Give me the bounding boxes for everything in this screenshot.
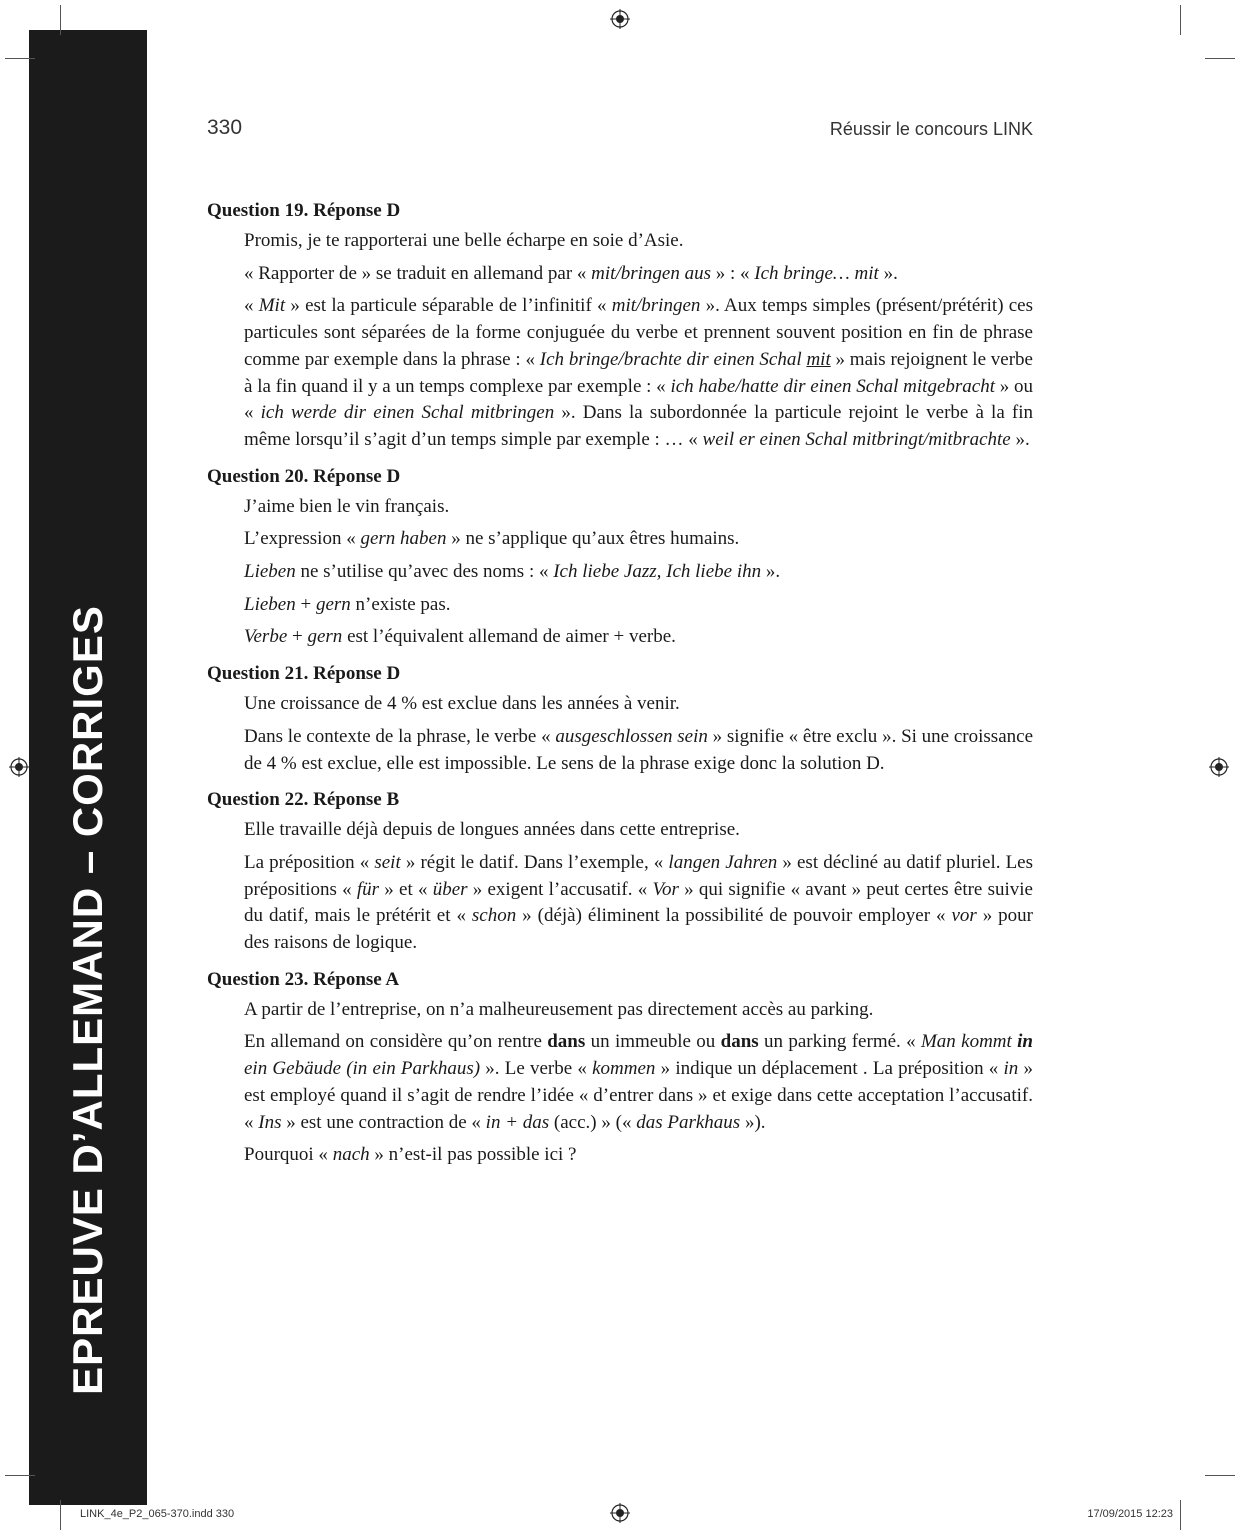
text-run: Ich bringe… mit <box>754 262 879 284</box>
text-run: A partir de l’entreprise, on n’a malheureusement pas directement accès au parking. <box>244 998 874 1020</box>
text-run: mit/bringen aus <box>591 262 711 284</box>
registration-mark-icon <box>9 757 29 777</box>
text-run: schon <box>471 905 517 927</box>
answer-paragraph <box>244 624 1033 651</box>
crop-mark <box>60 1500 61 1530</box>
answer-paragraph <box>244 293 1033 453</box>
text-run: » ne s’applique qu’aux êtres humains. <box>446 528 740 550</box>
text-run: est l’équivalent allemand de aimer + verbe. <box>342 626 676 648</box>
text-run: kommen <box>592 1058 656 1080</box>
answer-paragraph <box>244 228 1033 255</box>
text-run: » (déjà) éliminent la possibilité de pouvoir employer « <box>516 905 952 927</box>
answer-paragraph <box>244 724 1033 777</box>
answer-paragraph <box>244 1029 1033 1136</box>
text-run: » régit le datif. Dans l’exemple, « <box>400 851 669 873</box>
text-run: ich habe/hatte dir einen Schal mitgebracht <box>670 375 995 397</box>
text-run: vor <box>951 905 977 927</box>
text-run: « Rapporter de » se traduit en allemand par « <box>244 262 592 284</box>
text-run: ». Dans la subordonnée la particule rejoint le verbe à la fin même lorsqu’il s’agit d’un temps simple par exemple : … « <box>244 402 1034 450</box>
text-run: » qui signifie « avant » peut certes être suivie du datif, mais le prétérit et « <box>244 878 1033 927</box>
text-run: Lieben <box>244 561 296 583</box>
text-run: »). <box>740 1111 766 1133</box>
text-run: » est employé quand il s’agit de rendre l’idée « d’entrer dans » et exige dans cette acceptation l’accusatif. « <box>244 1058 1033 1133</box>
answer-paragraph <box>244 817 1033 844</box>
text-run: ausgeschlossen sein <box>555 725 708 747</box>
registration-mark-icon <box>610 9 630 29</box>
corrections-body <box>207 200 1033 1181</box>
text-run: Promis, je te rapporterai une belle écharpe en soie d’Asie. <box>244 230 684 251</box>
text-run: dans <box>720 1031 759 1053</box>
text-run: ». <box>761 561 781 583</box>
answer-paragraph <box>244 691 1033 718</box>
text-run: seit <box>374 851 401 873</box>
text-run: La préposition « <box>244 851 375 873</box>
text-run: n’existe pas. <box>350 593 451 615</box>
text-run: Ins <box>258 1111 282 1133</box>
text-run: Man kommt <box>920 1031 1018 1053</box>
question-section <box>207 200 1033 454</box>
question-heading: Question 21. Réponse D <box>207 663 401 685</box>
text-run: » indique un déplacement . La préposition « <box>655 1058 1004 1080</box>
question-section <box>207 663 1033 777</box>
answer-paragraph <box>244 261 1033 288</box>
text-run: » mais rejoignent le verbe à la fin quand il y a un temps complexe par exemple : « <box>244 348 1033 397</box>
text-run: Ich bringe/brachte dir einen Schal <box>539 348 807 370</box>
text-run: langen Jahren <box>668 851 778 873</box>
text-run: Verbe <box>244 626 288 648</box>
question-heading: Question 23. Réponse A <box>207 968 400 990</box>
text-run: in + das <box>485 1111 550 1133</box>
registration-mark-icon <box>610 1503 630 1523</box>
text-run: Elle travaille déjà depuis de longues années dans cette entreprise. <box>244 819 740 841</box>
text-run: gern <box>315 593 351 615</box>
text-run: ». Aux temps simples (présent/prétérit) ces particules sont séparées de la forme conjuguée du verbe et prennent souvent position en fin de phrase comme par exemple dans la phrase : « <box>244 295 1033 370</box>
crop-mark <box>1205 58 1235 59</box>
answer-paragraph <box>244 559 1033 586</box>
text-run: für <box>356 878 380 900</box>
answer-paragraph <box>244 850 1033 957</box>
text-run: mit <box>806 348 831 370</box>
text-run: Vor <box>652 878 679 900</box>
text-run: Dans le contexte de la phrase, le verbe « <box>244 725 556 747</box>
answer-paragraph <box>244 592 1033 619</box>
crop-mark <box>5 1475 35 1476</box>
text-run: weil er einen Schal mitbringt/mitbrachte <box>702 428 1011 450</box>
text-run: » ou « <box>244 375 1034 424</box>
crop-mark <box>1205 1475 1235 1476</box>
text-run: L’expression « <box>244 528 361 550</box>
text-run: ne s’utilise qu’avec des noms : « <box>295 561 554 583</box>
text-run: gern haben <box>360 528 447 550</box>
crop-mark <box>60 5 61 35</box>
text-run: Mit <box>258 295 286 317</box>
question-section <box>207 789 1033 957</box>
text-run: Une croissance de 4 % est exclue dans les années à venir. <box>244 693 680 715</box>
text-run: das Parkhaus <box>636 1111 741 1133</box>
page-number: 330 <box>207 116 243 139</box>
question-section <box>207 466 1033 652</box>
crop-mark <box>1180 5 1181 35</box>
text-run: nach <box>332 1144 370 1166</box>
text-run: ». Le verbe « <box>480 1058 593 1080</box>
text-run: » est la particule séparable de l’infinitif « <box>285 295 612 317</box>
text-run: mit/bringen <box>611 295 701 317</box>
text-run: un immeuble ou <box>585 1031 721 1053</box>
text-run: (acc.) » (« <box>549 1111 637 1133</box>
text-run: ». <box>1010 428 1030 450</box>
text-run: » est une contraction de « <box>281 1111 486 1133</box>
text-run: + <box>295 593 316 615</box>
text-run: Ich liebe Jazz, Ich liebe ihn <box>553 561 762 583</box>
text-run: + <box>287 626 308 648</box>
crop-mark <box>1180 1500 1181 1530</box>
text-run: « <box>244 295 259 317</box>
running-title: Réussir le concours LINK <box>829 119 1033 139</box>
text-run: Lieben <box>244 593 296 615</box>
text-run: ich werde dir einen Schal mitbringen <box>260 402 555 424</box>
text-run: in <box>1017 1031 1033 1053</box>
answer-paragraph <box>244 997 1033 1024</box>
text-run: Pourquoi « <box>244 1144 333 1166</box>
footer-file-info: LINK_4e_P2_065-370.indd 330 <box>80 1508 235 1520</box>
text-run: En allemand on considère qu’on rentre <box>244 1031 548 1053</box>
text-run: » pour des raisons de logique. <box>244 905 1033 954</box>
text-run: ». <box>878 262 898 284</box>
footer-date: 17/09/2015 12:23 <box>1087 1508 1173 1520</box>
text-run: » signifie « être exclu ». Si une croissance de 4 % est exclue, elle est impossible. Le sens de la phrase exige donc la solution D. <box>244 725 1034 774</box>
text-run: » est décliné au datif pluriel. Les prépositions « <box>244 851 1034 900</box>
crop-mark <box>5 58 35 59</box>
registration-mark-icon <box>1209 757 1229 777</box>
answer-paragraph <box>244 494 1033 521</box>
text-run: in <box>1003 1058 1019 1080</box>
text-run: gern <box>307 626 343 648</box>
text-run: un parking fermé. « <box>758 1031 921 1053</box>
sidebar-title: EPREUVE D’ALLEMAND – CORRIGES <box>64 605 111 1395</box>
answer-paragraph <box>244 526 1033 553</box>
text-run: » n’est-il pas possible ici ? <box>369 1144 577 1166</box>
question-section <box>207 969 1033 1169</box>
question-heading: Question 20. Réponse D <box>207 465 401 487</box>
text-run: » : « <box>710 262 755 284</box>
text-run: über <box>432 878 468 900</box>
question-heading: Question 22. Réponse B <box>207 789 400 811</box>
text-run: » et « <box>379 878 433 900</box>
question-heading: Question 19. Réponse D <box>207 200 401 221</box>
answer-paragraph <box>244 1142 1033 1169</box>
text-run: J’aime bien le vin français. <box>244 495 450 517</box>
text-run: » exigent l’accusatif. « <box>467 878 653 900</box>
text-run: dans <box>547 1031 586 1053</box>
text-run: ein Gebäude (in ein Parkhaus) <box>244 1058 481 1080</box>
